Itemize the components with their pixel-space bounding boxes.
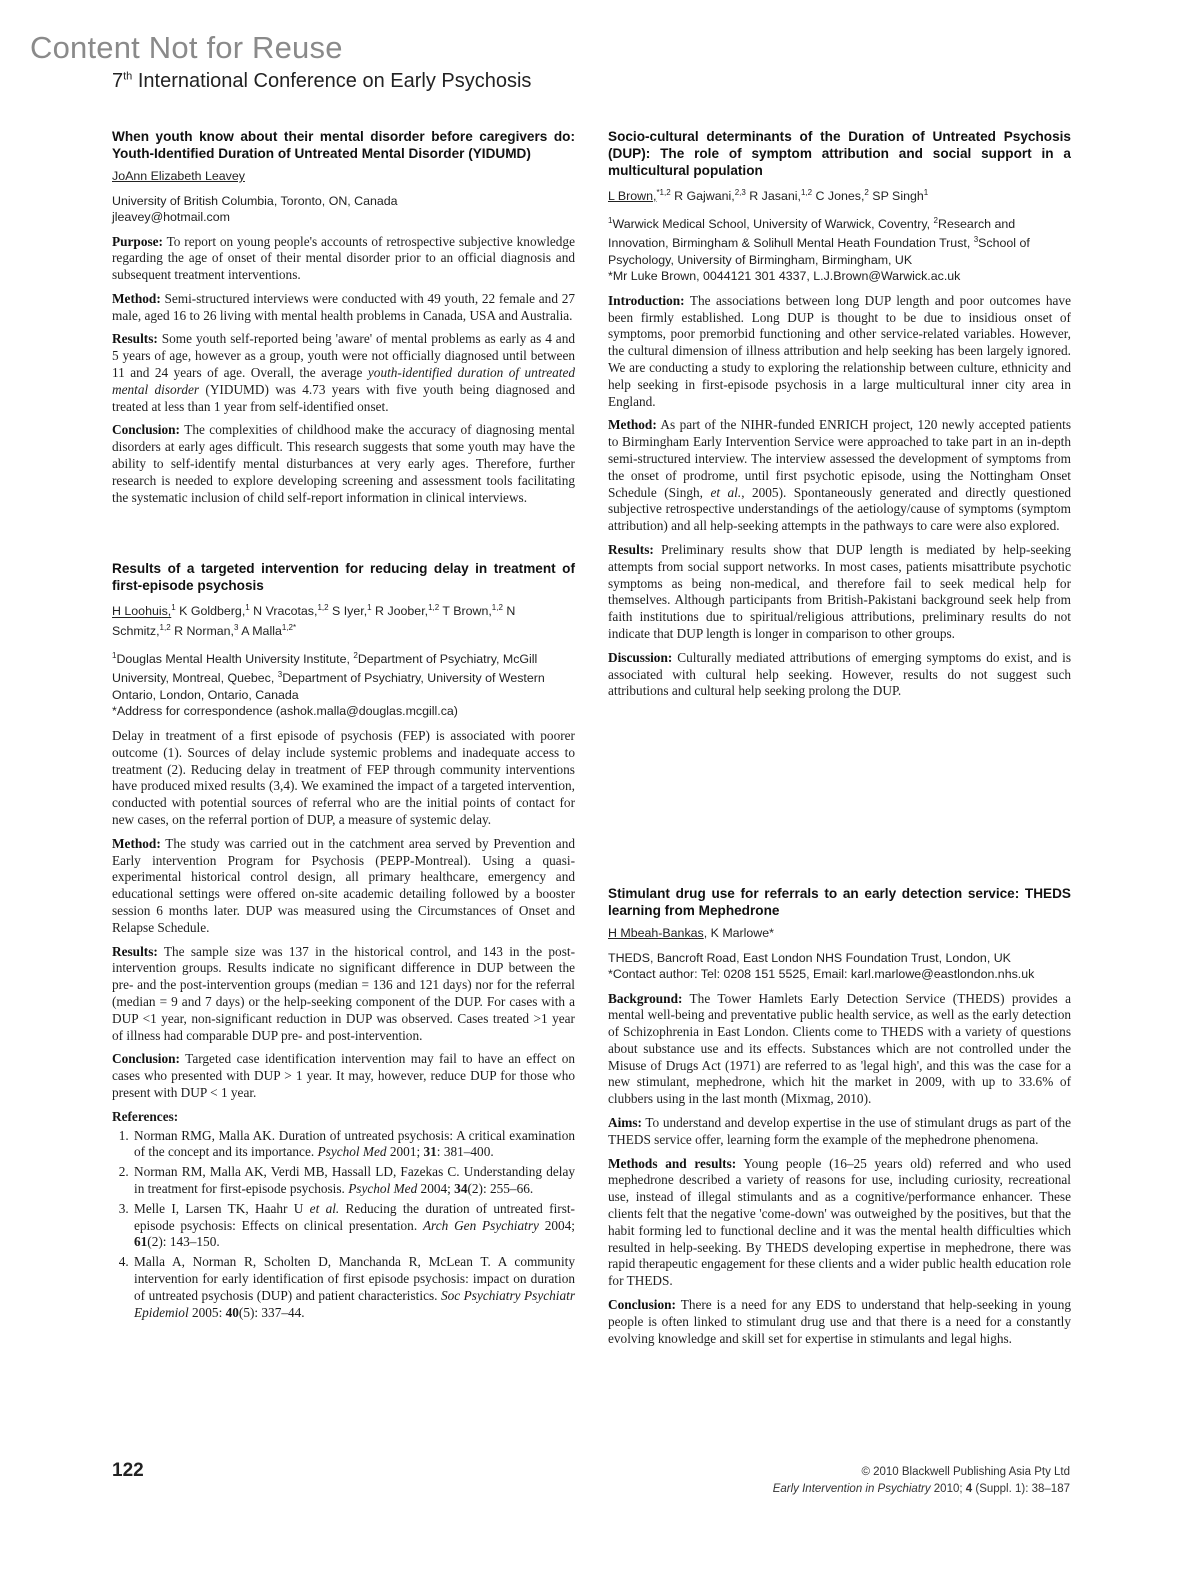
reference-pages: (2): 255–66. bbox=[467, 1181, 534, 1197]
affil-marker: 2 bbox=[864, 188, 869, 197]
affiliation-line: Douglas Mental Health University Institute, bbox=[116, 651, 354, 666]
reference-volume: 61 bbox=[134, 1234, 148, 1250]
section-label: Aims: bbox=[608, 1115, 642, 1131]
reference-journal: Arch Gen Psychiatry bbox=[422, 1217, 539, 1233]
reference-pages: (2): 143–150. bbox=[147, 1234, 220, 1250]
section-text: Preliminary results show that DUP length is mediated by help-seeking attempts from social support networks. In most cases, patients misattribute psychotic symptoms as being non-medical, and therefore fail to seek medical help for themselves. Although participants from British-Pakistani background seek help from faith institutions due to spiritual/religious attributions, preliminary results do not indicate that DUP length is longer in comparison to other groups. bbox=[608, 542, 1071, 642]
journal-name: Early Intervention in Psychiatry bbox=[772, 1483, 931, 1495]
section-label: Conclusion: bbox=[608, 1297, 676, 1313]
section-text: Culturally mediated attributions of emerging symptoms do exist, and is associated with cultural help seeking. However, results do not suggest such attributions and cultural help seeking prolong the DUP. bbox=[608, 649, 1071, 699]
section-text: The complexities of childhood make the accuracy of diagnosing mental disorders at early ages difficult. This research suggests that some youth may have the ability to self-identify mental disturbances at very early ages. Therefore, further research is needed to explore developing screening and assessment tools facilitating the systematic inclusion of child self-report information in clinical interviews. bbox=[112, 422, 575, 505]
intro-paragraph: Delay in treatment of a first episode of psychosis (FEP) is associated with poorer outcome (1). Sources of delay include systemic problems and inadequate access to treatment (2). Reducing delay in treatment of FEP through community interventions have produced mixed results (3,4). We examined the impact of a targeted intervention, conducted with potential sources of referral who are the initial points of contact for new cases, on the referral portion of DUP, a measure of systemic delay. bbox=[112, 727, 575, 827]
section-label: Method: bbox=[112, 835, 161, 851]
section-text: The Tower Hamlets Early Detection Service (THEDS) provides a mental well-being and preventative public health service, as well as the early detection of Schizophrenia in East London. Clients come to THEDS with a variety of questions about substance use and its effects. Substances which are not controlled under the Misuse of Drugs Act (1971) are referred to as 'legal high', and this was the case for a new stimulant, mephedrone, which hit the market in 2009, with up to 33.6% of clubbers using in the last month (Mixmag, 2010). bbox=[608, 990, 1071, 1107]
contact-line[interactable]: *Address for correspondence (ashok.malla@douglas.mcgill.ca) bbox=[112, 704, 458, 719]
author-name: R Gajwani, bbox=[670, 189, 735, 204]
page-number: 122 bbox=[112, 1460, 144, 1481]
affiliation-line: Warwick Medical School, University of Warwick, Coventry, bbox=[612, 216, 934, 231]
reference-etal: et al. bbox=[309, 1200, 340, 1216]
results-paragraph bbox=[112, 331, 575, 415]
section-text: The study was carried out in the catchment area served by Prevention and Early intervention Program for Psychosis (PEPP-Montreal). Using a quasi-experimental historical control design, all primary healthcare, emergency and educational settings were offered on-site academic detailing followed by a booster session 6 months later. DUP was measured using the Circumstances of Onset and Relapse Schedule. bbox=[112, 835, 575, 935]
author-name: SP Singh bbox=[868, 189, 924, 204]
section-label: Method: bbox=[608, 417, 657, 433]
conclusion-paragraph bbox=[112, 422, 575, 506]
section-label: Methods and results: bbox=[608, 1155, 737, 1171]
affil-marker: 2,3 bbox=[734, 188, 746, 197]
affil-marker: 1,2 bbox=[159, 623, 171, 633]
section-text: Targeted case identification intervention may fail to have an effect on cases who presented with DUP > 1 year. It may, however, reduce DUP for those who present with DUP < 1 year. bbox=[112, 1051, 575, 1100]
section-label: Background: bbox=[608, 990, 683, 1006]
intro-paragraph bbox=[608, 293, 1071, 411]
purpose-paragraph bbox=[112, 234, 575, 284]
affiliation bbox=[112, 193, 575, 226]
reference-journal: Psychol Med bbox=[317, 1144, 387, 1160]
section-text: To understand and develop expertise in the use of stimulant drugs as part of the THEDS service offer, learning form the example of the mephedrone phenomena. bbox=[608, 1115, 1071, 1147]
author-list bbox=[112, 600, 575, 639]
reference-year: 2005: bbox=[188, 1304, 226, 1320]
reference-text: Reducing the duration of untreated first-episode psychosis: Effects on clinical presentation. bbox=[134, 1200, 575, 1233]
author-name: R Jasani, bbox=[745, 189, 801, 204]
reference-item bbox=[132, 1201, 575, 1251]
method-paragraph bbox=[112, 836, 575, 937]
abstract-title: Socio-cultural determinants of the Duration of Untreated Psychosis (DUP): The role of symptom attribution and social support in a multicultural population bbox=[608, 129, 1071, 178]
citation-volume: 4 bbox=[965, 1483, 973, 1495]
author-name: C Jones, bbox=[812, 189, 865, 204]
affiliation-line: Research and Innovation, Birmingham & Solihull Mental Heath Foundation Trust, bbox=[608, 216, 1016, 251]
affiliation-line: Department of Psychiatry, University of Western Ontario, London, Ontario, Canada bbox=[112, 671, 545, 702]
section-label: Introduction: bbox=[608, 292, 685, 308]
author-name: , K Marlowe* bbox=[703, 926, 774, 940]
affil-marker: 1,2 bbox=[491, 603, 503, 613]
reference-text: Norman RM, Malla AK, Verdi MB, Hassall LD, Fazekas C. Understanding delay in treatment for first-episode psychosis. bbox=[134, 1164, 575, 1197]
italic-term: et al. bbox=[710, 484, 742, 500]
section-label: Conclusion: bbox=[112, 1051, 180, 1067]
methods-paragraph bbox=[608, 1156, 1071, 1290]
author-name: A Malla bbox=[238, 624, 282, 639]
section-text: , 2005). Spontaneously generated and directly questioned subjective retrospective understandings of the aetiology/cause of symptoms (symptom attribution) and all help-seeking attempts in the pathways to care were also explored. bbox=[608, 484, 1071, 534]
author-email[interactable]: jleavey@hotmail.com bbox=[112, 210, 230, 224]
affiliation bbox=[608, 213, 1071, 285]
section-text: Semi-structured interviews were conducted with 49 youth, 22 female and 27 male, aged 16 to 26 living with mental health problems in Canada, USA and Australia. bbox=[112, 290, 575, 323]
author-name: N Vracotas, bbox=[249, 604, 318, 619]
affiliation-line: THEDS, Bancroft Road, East London NHS Foundation Trust, London, UK bbox=[608, 950, 1011, 965]
affiliation bbox=[112, 648, 575, 720]
reference-item bbox=[132, 1164, 575, 1198]
affil-marker: 1 bbox=[923, 188, 929, 197]
right-column bbox=[608, 128, 1071, 1346]
affil-marker: 3 bbox=[277, 670, 283, 680]
reference-journal: Psychol Med bbox=[348, 1181, 418, 1197]
author-name[interactable]: L Brown, bbox=[608, 189, 657, 204]
method-paragraph bbox=[112, 291, 575, 325]
author-name: N Schmitz, bbox=[112, 604, 516, 639]
section-text: There is a need for any EDS to understand that help-seeking in young people is often linked to stimulant drug use and that there is a need for a constantly evolving knowledge and skill set for expertise in stimulants and legal highs. bbox=[608, 1297, 1071, 1346]
references-heading: References: bbox=[112, 1108, 179, 1124]
author-name: K Goldberg, bbox=[175, 604, 246, 619]
conference-title bbox=[112, 70, 531, 93]
abstract-yidumd bbox=[112, 128, 575, 506]
section-label: Results: bbox=[112, 943, 158, 959]
section-label: Purpose: bbox=[112, 233, 163, 249]
affil-marker: 2 bbox=[933, 215, 938, 225]
reference-year: 2004; bbox=[417, 1181, 455, 1197]
reference-volume: 31 bbox=[423, 1144, 437, 1160]
results-paragraph bbox=[608, 542, 1071, 643]
author-name[interactable]: JoAnn Elizabeth Leavey bbox=[112, 169, 245, 183]
author-name: S Iyer, bbox=[328, 604, 368, 619]
reference-text: Malla A, Norman R, Scholten D, Manchanda R, McLean T. A community intervention for early identification of first episode psychosis: impact on duration of untreated psychosis (DUP) and patient characteristics. bbox=[134, 1254, 575, 1303]
footer-citation bbox=[773, 1464, 1070, 1498]
abstract-intervention bbox=[112, 560, 575, 1321]
aims-paragraph bbox=[608, 1115, 1071, 1149]
section-text: The associations between long DUP length and poor outcomes have been firmly established. Long DUP is thought to be due to insidious onset of symptoms, poor premorbid functioning and other service-related variables. However, the cultural dimension of illness attribution and help seeking has been largely ignored. We are conducting a study to exploring the relationship between culture, ethnicity and help seeking in first-episode psychosis in a large multicultural inner city area in England. bbox=[608, 292, 1071, 409]
author-name: R Joober, bbox=[371, 604, 429, 619]
affil-marker: 2 bbox=[353, 650, 358, 660]
results-paragraph bbox=[112, 944, 575, 1045]
author-list bbox=[112, 168, 575, 185]
affil-marker: 1,2 bbox=[317, 603, 329, 613]
section-text: Some youth self-reported being 'aware' of mental problems as early as 4 and 5 years of age, however as a group, youth were not officially diagnosed until between 11 and 24 years of age. Overall, the average bbox=[112, 331, 575, 381]
reference-year: 2004; bbox=[538, 1217, 575, 1233]
journal-citation bbox=[773, 1481, 1070, 1498]
section-text: Young people (16–25 years old) referred and who used mephedrone described a variety of reasons for use, including curiosity, recreational use, instead of illegal stimulants and as a cognitive/performance enhancer. These clients felt that the negative 'come-down' was outweighed by the positives, but that the habit forming led to functional decline and it was the mental health difficulties which resulted in help-seeking. By THEDS developing expertise in mephedrone, there was rapid therapeutic engagement for these clients and a wider public health education role for THEDS. bbox=[608, 1155, 1071, 1289]
reference-text: Melle I, Larsen TK, Haahr U bbox=[134, 1200, 310, 1216]
author-list bbox=[608, 925, 1071, 942]
reference-journal: Soc Psychiatry Psychiatr Epidemiol bbox=[134, 1287, 576, 1320]
section-text: As part of the NIHR-funded ENRICH project, 120 newly accepted patients to Birmingham Early Intervention Service were approached to take part in an in-depth semi-structured interview. The interview assessed the development of symptoms from the onset of prodrome, until first psychotic episode, using the Nottingham Onset Schedule (Singh, bbox=[608, 417, 1071, 500]
reference-item bbox=[132, 1254, 575, 1321]
left-column bbox=[112, 128, 575, 1324]
affiliation-line: Department of Psychiatry, McGill University, Montreal, Quebec, bbox=[112, 651, 538, 686]
author-list bbox=[608, 185, 1071, 205]
section-label: Results: bbox=[112, 331, 158, 347]
reference-item bbox=[132, 1128, 575, 1162]
reference-pages: : 381–400. bbox=[436, 1144, 494, 1160]
abstract-stimulant bbox=[608, 885, 1071, 1354]
section-label: Method: bbox=[112, 290, 161, 306]
author-name[interactable]: H Mbeah-Bankas bbox=[608, 926, 704, 940]
author-name: T Brown, bbox=[439, 604, 492, 619]
copyright-line: © 2010 Blackwell Publishing Asia Pty Ltd bbox=[861, 1466, 1070, 1478]
discussion-paragraph bbox=[608, 650, 1071, 700]
references-list bbox=[112, 1128, 575, 1322]
affil-marker: 1,2* bbox=[281, 623, 297, 633]
reference-volume: 34 bbox=[454, 1181, 468, 1197]
section-label: Discussion: bbox=[608, 649, 673, 665]
watermark: Content Not for Reuse bbox=[30, 30, 343, 65]
section-label: Results: bbox=[608, 542, 654, 558]
affil-marker: 3 bbox=[973, 235, 979, 245]
affil-marker: 1,2 bbox=[428, 603, 440, 613]
conclusion-paragraph bbox=[608, 1297, 1071, 1347]
affiliation bbox=[608, 950, 1071, 983]
affil-marker: *1,2 bbox=[656, 188, 671, 197]
affil-marker: 1 bbox=[367, 603, 372, 613]
section-text: (YIDUMD) was 4.73 years with five youth being diagnosed and treated at less than 1 year from self-identified onset. bbox=[112, 381, 575, 414]
conference-name: International Conference on Early Psychosis bbox=[132, 70, 532, 92]
section-label: Conclusion: bbox=[112, 422, 180, 438]
abstract-title: Results of a targeted intervention for reducing delay in treatment of first-episode psychosis bbox=[112, 561, 575, 594]
abstract-title: Stimulant drug use for referrals to an early detection service: THEDS learning from Mephedrone bbox=[608, 886, 1071, 918]
citation-pages: (Suppl. 1): 38–187 bbox=[972, 1483, 1070, 1495]
conference-ordinal: 7 bbox=[112, 70, 124, 92]
abstract-title: When youth know about their mental disorder before caregivers do: Youth-Identified Duration of Untreated Mental Disorder (YIDUMD) bbox=[112, 129, 575, 161]
affiliation-line: University of British Columbia, Toronto, ON, Canada bbox=[112, 193, 398, 208]
affil-marker: 1 bbox=[608, 215, 613, 225]
affil-marker: 3 bbox=[234, 623, 239, 633]
author-name: R Norman, bbox=[170, 624, 234, 639]
reference-text: Norman RMG, Malla AK. Duration of untreated psychosis: A critical examination of the concept and its importance. bbox=[134, 1127, 575, 1160]
reference-volume: 40 bbox=[225, 1304, 239, 1320]
citation-year: 2010; bbox=[930, 1483, 966, 1495]
method-paragraph bbox=[608, 417, 1071, 535]
italic-term: youth-identified duration of untreated mental disorder bbox=[112, 365, 575, 397]
reference-pages: (5): 337–44. bbox=[238, 1304, 305, 1320]
affil-marker: 1 bbox=[171, 603, 176, 613]
affiliation-line: School of Psychology, University of Birmingham, Birmingham, UK bbox=[608, 236, 1030, 267]
affil-marker: 1,2 bbox=[800, 188, 813, 197]
affil-marker: 1 bbox=[245, 603, 250, 613]
contact-line[interactable]: *Contact author: Tel: 0208 151 5525, Email: karl.marlowe@eastlondon.nhs.uk bbox=[608, 967, 1035, 981]
section-text: To report on young people's accounts of retrospective subjective knowledge regarding the age of onset of their mental disorder prior to an official diagnosis and subsequent treatment interventions. bbox=[112, 233, 575, 283]
reference-year: 2001; bbox=[386, 1144, 424, 1160]
abstract-sociocultural bbox=[608, 128, 1071, 700]
author-name[interactable]: H Loohuis, bbox=[112, 604, 172, 619]
contact-line[interactable]: *Mr Luke Brown, 0044121 301 4337, L.J.Brown@Warwick.ac.uk bbox=[608, 269, 961, 284]
section-text: The sample size was 137 in the historical control, and 143 in the post-intervention groups. Results indicate no significant difference in DUP between the pre- and the post-intervention groups (median = 136 and 121 days) nor for the referral (median = 9 and 7 days) or the help-seeking component of the DUP. For cases with a DUP <1 year, non-significant reduction in DUP was observed. Cases treated >1 year of illness had comparable DUP pre- and post-intervention. bbox=[112, 943, 575, 1043]
background-paragraph bbox=[608, 991, 1071, 1109]
conference-ordinal-suffix: th bbox=[123, 70, 133, 83]
affil-marker: 1 bbox=[112, 650, 117, 660]
conclusion-paragraph bbox=[112, 1051, 575, 1101]
